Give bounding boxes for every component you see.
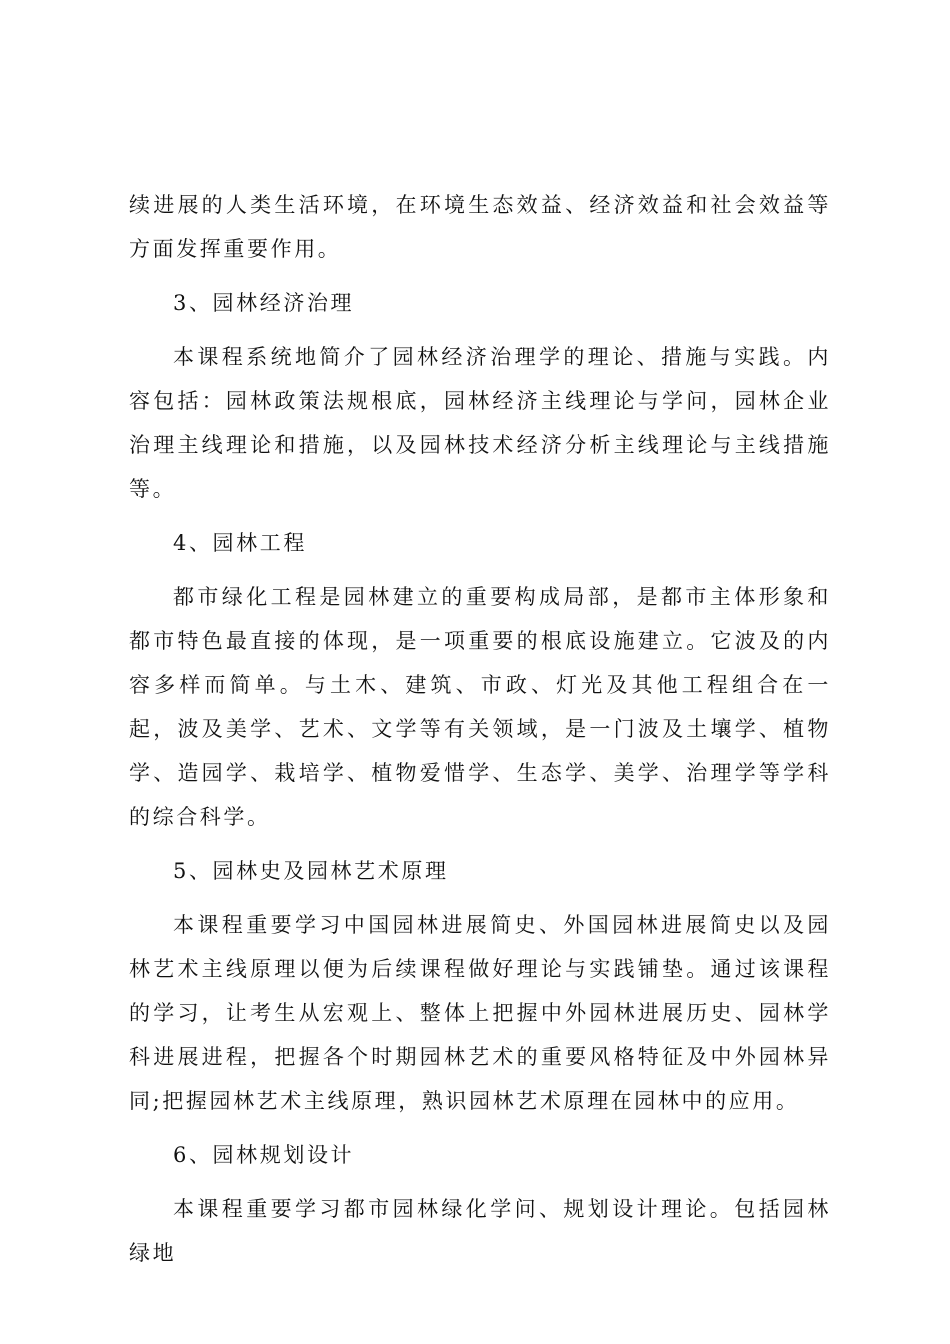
document-body bbox=[129, 183, 831, 1275]
section-heading-history-art: 5、园林史及园林艺术原理 bbox=[173, 859, 449, 883]
paragraph-economic-management: 本课程系统地简介了园林经济治理学的理论、措施与实践。内容包括：园林政策法规根底，园林经济主线理论与学问，园林企业治理主线理论和措施，以及园林技术经济分析主线理论与主线措施等。 bbox=[129, 345, 831, 501]
paragraph-continuation: 续进展的人类生活环境，在环境生态效益、经济效益和社会效益等方面发挥重要作用。 bbox=[129, 193, 831, 261]
paragraph-history-art: 本课程重要学习中国园林进展简史、外国园林进展简史以及园林艺术主线原理以便为后续课程做好理论与实践铺垫。通过该课程的学习，让考生从宏观上、整体上把握中外园林进展历史、园林学科进展进程，把握各个时期园林艺术的重要风格特征及中外园林异同;把握园林艺术主线原理，熟识园林艺术原理在园林中的应用。 bbox=[129, 913, 831, 1113]
section-heading-engineering: 4、园林工程 bbox=[173, 531, 307, 555]
paragraph-planning-design: 本课程重要学习都市园林绿化学问、规划设计理论。包括园林绿地 bbox=[129, 1197, 831, 1265]
section-heading-economic-management: 3、园林经济治理 bbox=[173, 291, 355, 315]
paragraph-engineering: 都市绿化工程是园林建立的重要构成局部，是都市主体形象和都市特色最直接的体现，是一项重要的根底设施建立。它波及的内容多样而简单。与土木、建筑、市政、灯光及其他工程组合在一起，波及美学、艺术、文学等有关领域，是一门波及土壤学、植物学、造园学、栽培学、植物爱惜学、生态学、美学、治理学等学科的综合科学。 bbox=[129, 585, 831, 829]
section-heading-planning-design: 6、园林规划设计 bbox=[173, 1143, 355, 1167]
